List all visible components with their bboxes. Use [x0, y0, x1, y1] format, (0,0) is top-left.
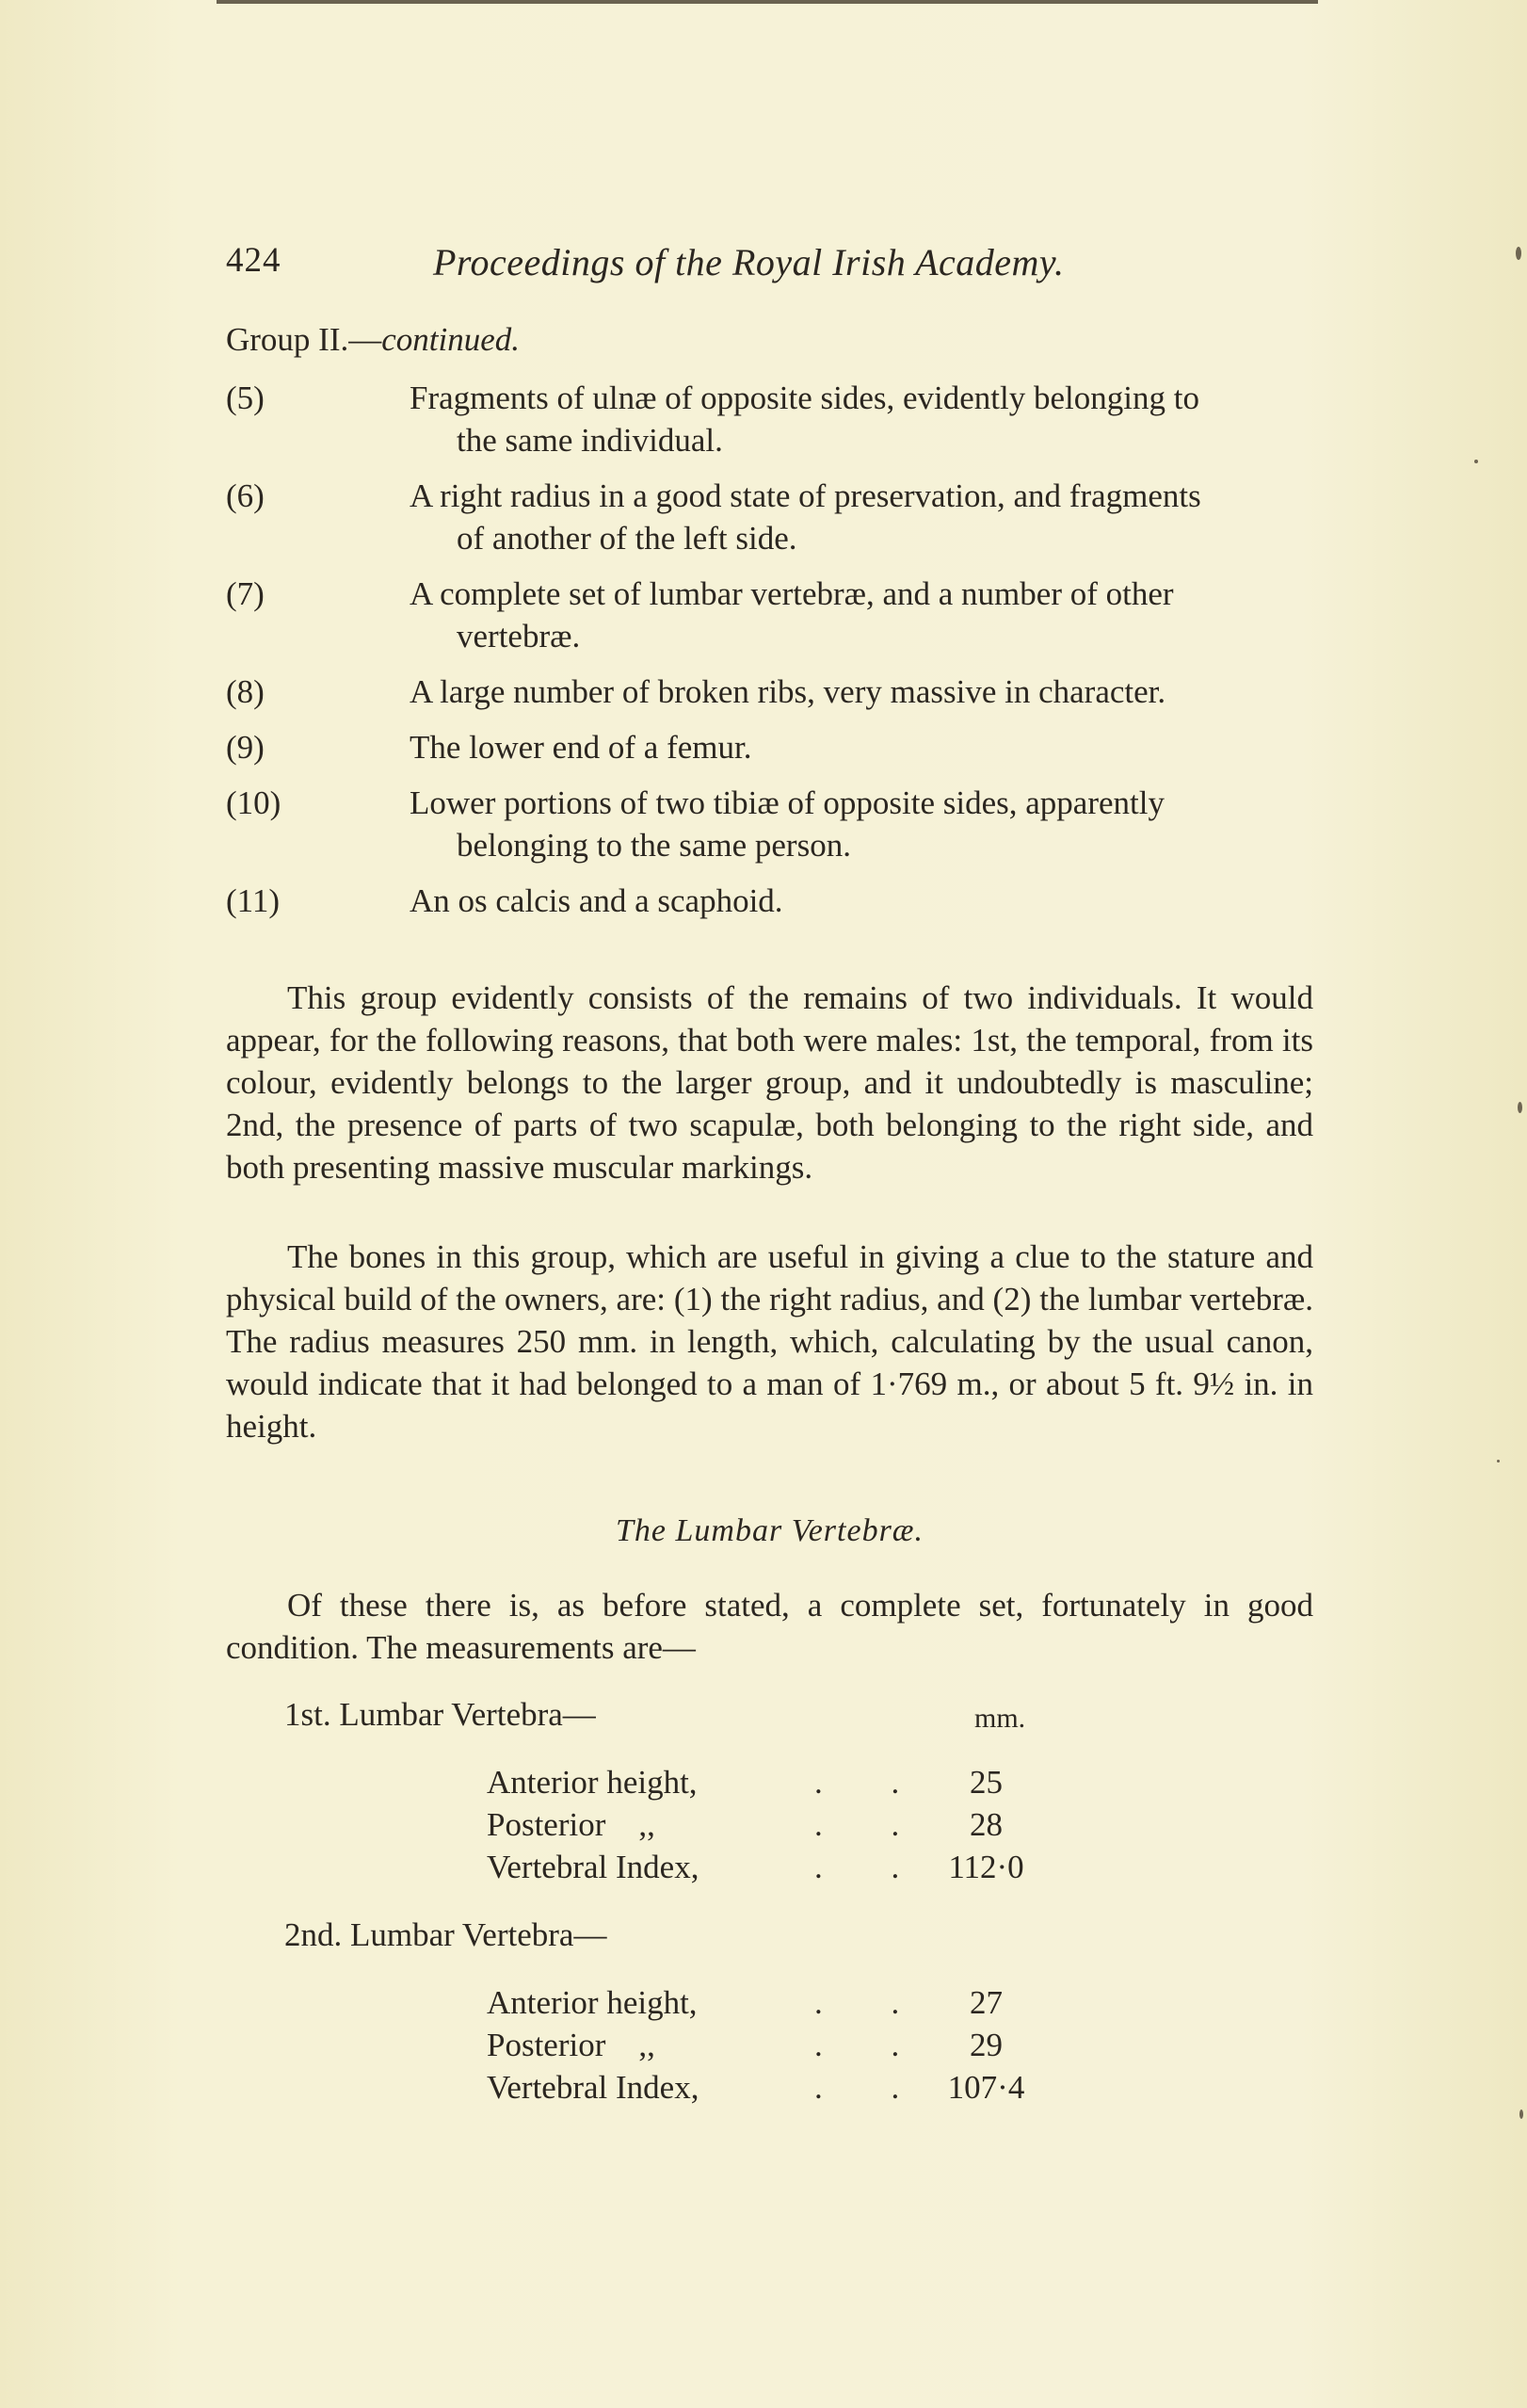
measure-name: Anterior height,	[487, 1764, 698, 1801]
paper-speck	[1518, 1102, 1522, 1113]
paragraph-text: Of these there is, as before stated, a complete set, fortunately in good condition. The measurements are—	[226, 1587, 1313, 1666]
measure-value: 107·4	[947, 2069, 1025, 2106]
table-row	[226, 1803, 1313, 1846]
measure-value: 27	[970, 1984, 1003, 2021]
paper-speck	[1516, 247, 1521, 260]
table-row	[226, 1981, 1313, 2024]
leader-dots: . .	[814, 2027, 930, 2063]
group-continued: continued.	[381, 321, 521, 358]
group-label: Group II.—	[226, 321, 382, 358]
vertebra-label: 1st. Lumbar Vertebra—	[284, 1696, 596, 1733]
list-item	[226, 726, 1313, 768]
table-header	[226, 1914, 1313, 1963]
list-item	[226, 475, 1313, 559]
paragraph-measurements-intro	[226, 1584, 1313, 1669]
paragraph-group-summary	[226, 977, 1313, 1188]
measure-value: 112·0	[948, 1849, 1024, 1885]
unit-label: mm.	[974, 1703, 1026, 1734]
list-item	[226, 880, 1313, 922]
paragraph-text: The bones in this group, which are useful in giving a clue to the stature and physical build of the owners, are: (1) the right radius, and (2) the lumbar vertebræ. The radius measures 250 mm. in length, which, calculating by the usual canon, would indicate that it had belonged to a man of 1·769 m., or about 5 ft. 9½ in. in height.	[226, 1238, 1313, 1445]
measure-value: 29	[970, 2027, 1003, 2063]
item-text-continued: of another of the left side.	[457, 520, 797, 557]
list-item	[226, 377, 1313, 461]
list-item	[226, 573, 1313, 657]
page-number: 424	[226, 241, 281, 280]
item-number: (7)	[226, 575, 265, 612]
paper-speck	[1497, 1460, 1500, 1463]
measure-name: Anterior height,	[487, 1984, 698, 2021]
table-row	[226, 2024, 1313, 2066]
item-number: (8)	[226, 673, 265, 710]
table-row	[226, 1846, 1313, 1888]
list-item	[226, 671, 1313, 713]
item-number: (11)	[226, 882, 281, 919]
item-list	[226, 377, 1313, 935]
running-title: Proceedings of the Royal Irish Academy.	[433, 241, 1065, 283]
item-number: (5)	[226, 380, 265, 416]
group-heading	[226, 318, 1313, 361]
measure-value: 28	[970, 1806, 1003, 1843]
item-number: (9)	[226, 729, 265, 766]
table-row	[226, 1761, 1313, 1803]
top-edge-rule	[217, 0, 1318, 4]
measure-name: Vertebral Index,	[487, 2069, 699, 2106]
item-text: A complete set of lumbar vertebræ, and a number of other	[410, 575, 1174, 612]
vertebra-label: 2nd. Lumbar Vertebra—	[284, 1916, 607, 1953]
measure-name: Vertebral Index,	[487, 1849, 699, 1885]
paragraph-stature	[226, 1236, 1313, 1447]
paragraph-text: This group evidently consists of the remains of two individuals. It would appear, for the following reasons, that both were males: 1st, the temporal, from its colour, evidently belongs to the larger group, and it undoubtedly is masculine; 2nd, the presence of parts of two scapulæ, both belonging to the right side, and both presenting massive muscular markings.	[226, 979, 1313, 1186]
leader-dots: . .	[814, 1806, 930, 1843]
leader-dots: . .	[814, 2069, 930, 2106]
item-text: Fragments of ulnæ of opposite sides, evidently belonging to	[410, 380, 1199, 416]
item-text-continued: the same individual.	[457, 422, 723, 459]
measure-value: 25	[970, 1764, 1003, 1801]
leader-dots: . .	[814, 1849, 930, 1885]
item-text: The lower end of a femur.	[410, 729, 752, 766]
item-text: A right radius in a good state of preservation, and fragments	[410, 477, 1201, 514]
item-text: An os calcis and a scaphoid.	[410, 882, 783, 919]
item-text-continued: belonging to the same person.	[457, 827, 851, 864]
list-item	[226, 782, 1313, 866]
paper-speck	[1474, 460, 1478, 463]
table-row	[226, 2066, 1313, 2109]
measurement-table-second	[226, 1914, 1313, 2109]
leader-dots: . .	[814, 1984, 930, 2021]
item-number: (6)	[226, 477, 265, 514]
measure-name: Posterior ,,	[487, 2027, 655, 2063]
leader-dots: . .	[814, 1764, 930, 1801]
section-title: The Lumbar Vertebræ.	[616, 1513, 924, 1548]
item-number: (10)	[226, 784, 281, 821]
paper-speck	[1519, 2109, 1523, 2119]
item-text: A large number of broken ribs, very massive in character.	[410, 673, 1166, 710]
item-text-continued: vertebræ.	[457, 618, 581, 655]
measurement-table-first	[226, 1693, 1313, 1888]
item-text: Lower portions of two tibiæ of opposite sides, apparently	[410, 784, 1165, 821]
table-header	[226, 1693, 1313, 1742]
measure-name: Posterior ,,	[487, 1806, 655, 1843]
page-header	[226, 240, 1318, 297]
